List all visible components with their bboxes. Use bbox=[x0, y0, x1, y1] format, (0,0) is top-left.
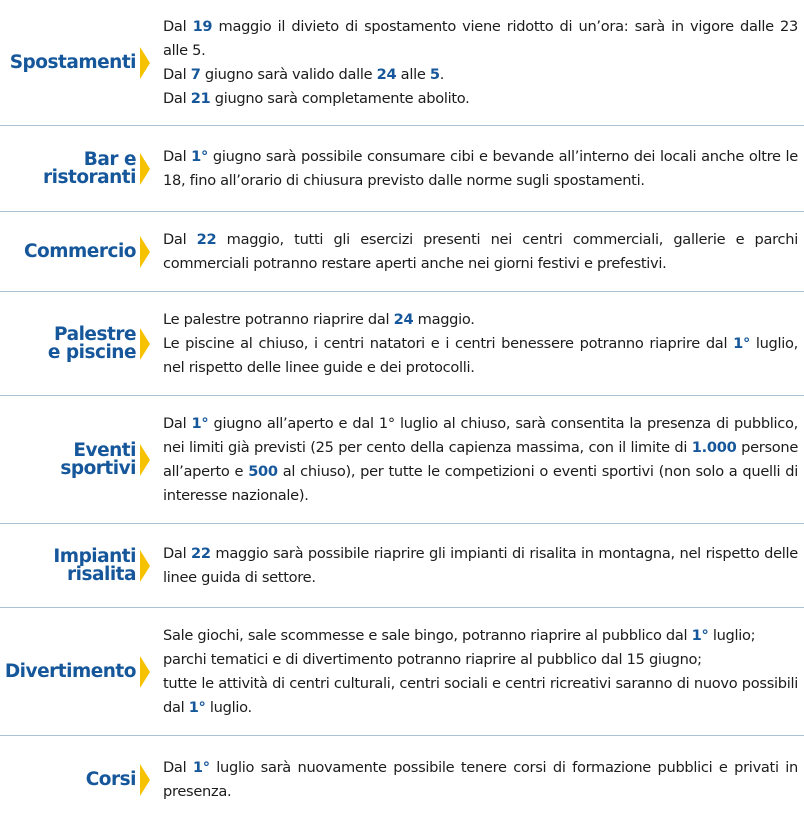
text-run: luglio; bbox=[708, 626, 756, 644]
chevron-right-icon bbox=[140, 153, 154, 185]
row-label: Impianti risalita bbox=[53, 545, 136, 585]
text-run: tutte le attività di centri culturali, centri sociali e centri ricreativi saranno di nuovo possibili dal bbox=[163, 674, 798, 716]
text-paragraph bbox=[163, 332, 798, 380]
text-run: Le palestre potranno riaprire dal bbox=[163, 310, 394, 328]
text-run: maggio. bbox=[413, 310, 475, 328]
text-run: giugno sarà valido dalle bbox=[200, 65, 377, 83]
highlight-value: 500 bbox=[248, 462, 278, 480]
row-text bbox=[154, 412, 804, 508]
highlight-value: 7 bbox=[190, 65, 201, 83]
row-text bbox=[154, 228, 804, 276]
text-paragraph bbox=[163, 648, 798, 672]
text-paragraph bbox=[163, 542, 798, 590]
text-paragraph bbox=[163, 228, 798, 276]
chevron-right-icon bbox=[140, 444, 154, 476]
row-spostamenti bbox=[0, 0, 804, 126]
highlight-value: 1° bbox=[192, 759, 210, 776]
text-run: luglio. bbox=[205, 698, 252, 716]
highlight-value: 1° bbox=[191, 147, 209, 165]
text-run: alle bbox=[396, 65, 430, 83]
text-run: giugno all’aperto e dal 1° luglio al chiuso, sarà consentita la presenza di pubblico, nei limiti già previsti (25 per cento della capienza massima, con il limite di bbox=[163, 414, 798, 456]
text-paragraph bbox=[163, 15, 798, 63]
text-paragraph bbox=[163, 624, 798, 648]
row-bar-ristoranti bbox=[0, 126, 804, 212]
highlight-value: 1° bbox=[733, 334, 750, 352]
text-paragraph bbox=[163, 756, 798, 804]
row-label: Bar e ristoranti bbox=[43, 148, 136, 188]
chevron-right-icon bbox=[140, 328, 154, 360]
text-run: maggio sarà possibile riaprire gli impianti di risalita in montagna, nel rispetto delle linee guida di settore. bbox=[163, 544, 798, 586]
text-paragraph bbox=[163, 87, 798, 111]
row-text bbox=[154, 308, 804, 380]
row-eventi-sportivi bbox=[0, 396, 804, 524]
row-label: Corsi bbox=[85, 769, 136, 790]
highlight-value: 1° bbox=[691, 626, 709, 644]
text-run: . bbox=[439, 65, 445, 83]
highlight-value: 1° bbox=[188, 698, 206, 716]
highlight-value: 5 bbox=[429, 65, 440, 83]
highlight-value: 24 bbox=[393, 310, 414, 328]
text-run: Dal bbox=[163, 230, 197, 248]
text-paragraph bbox=[163, 63, 798, 87]
highlight-value: 21 bbox=[190, 89, 211, 107]
highlight-value: 22 bbox=[196, 230, 217, 248]
text-run: Dal bbox=[163, 759, 193, 776]
row-label: Commercio bbox=[23, 240, 136, 262]
row-label: Spostamenti bbox=[9, 51, 136, 73]
highlight-value: 19 bbox=[192, 17, 213, 35]
text-run: Dal bbox=[163, 65, 191, 83]
highlight-value: 1° bbox=[191, 414, 209, 432]
chevron-right-icon bbox=[140, 236, 154, 268]
row-label: Palestre e piscine bbox=[47, 323, 136, 363]
row-text bbox=[154, 15, 804, 111]
highlight-value: 24 bbox=[376, 65, 397, 83]
text-paragraph bbox=[163, 672, 798, 720]
text-run: Dal bbox=[163, 147, 192, 165]
row-label: Divertimento bbox=[4, 660, 136, 682]
text-run: Le piscine al chiuso, i centri natatori e i centri benessere potranno riaprire dal bbox=[163, 334, 734, 352]
text-run: maggio il divieto di spostamento viene ridotto di un’ora: sarà in vigore dalle 23 alle 5. bbox=[163, 17, 798, 59]
text-run: luglio, nel rispetto delle linee guide e dei protocolli. bbox=[163, 334, 799, 376]
row-palestre-piscine bbox=[0, 292, 804, 396]
text-run: Dal bbox=[163, 414, 192, 432]
text-run: Sale giochi, sale scommesse e sale bingo, potranno riaprire al pubblico dal bbox=[163, 626, 692, 644]
chevron-right-icon bbox=[140, 550, 154, 582]
text-run: maggio, tutti gli esercizi presenti nei centri commerciali, gallerie e parchi commerciali potranno restare aperti anche nei giorni festivi e prefestivi. bbox=[163, 230, 798, 272]
text-run: Dal bbox=[163, 89, 191, 107]
text-run: luglio sarà nuovamente possibile tenere corsi di formazione pubblici e privati in presenza. bbox=[163, 759, 798, 800]
text-run: giugno sarà possibile consumare cibi e bevande all’interno dei locali anche oltre le 18, fino all’orario di chiusura previsto dalle norme sugli spostamenti. bbox=[163, 147, 798, 189]
row-text bbox=[154, 756, 804, 804]
text-paragraph bbox=[163, 412, 798, 508]
text-paragraph bbox=[163, 308, 798, 332]
row-text bbox=[154, 624, 804, 720]
row-impianti-risalita bbox=[0, 524, 804, 608]
row-divertimento bbox=[0, 608, 804, 736]
text-run: al chiuso), per tutte le competizioni o eventi sportivi (non solo a quelli di interesse nazionale). bbox=[163, 462, 798, 504]
text-run: parchi tematici e di divertimento potranno riaprire al pubblico dal 15 giugno; bbox=[163, 650, 702, 668]
chevron-right-icon bbox=[140, 47, 154, 79]
row-commercio bbox=[0, 212, 804, 292]
highlight-value: 1.000 bbox=[691, 438, 737, 456]
row-text bbox=[154, 145, 804, 193]
row-label: Eventi sportivi bbox=[60, 439, 136, 479]
text-run: Dal bbox=[163, 544, 192, 562]
text-run: persone all’aperto e bbox=[163, 438, 799, 480]
row-corsi bbox=[0, 736, 804, 824]
chevron-right-icon bbox=[140, 764, 154, 796]
chevron-right-icon bbox=[140, 656, 154, 688]
text-run: Dal bbox=[163, 17, 193, 35]
text-run: giugno sarà completamente abolito. bbox=[210, 89, 470, 107]
highlight-value: 22 bbox=[191, 544, 211, 562]
row-text bbox=[154, 542, 804, 590]
text-paragraph bbox=[163, 145, 798, 193]
